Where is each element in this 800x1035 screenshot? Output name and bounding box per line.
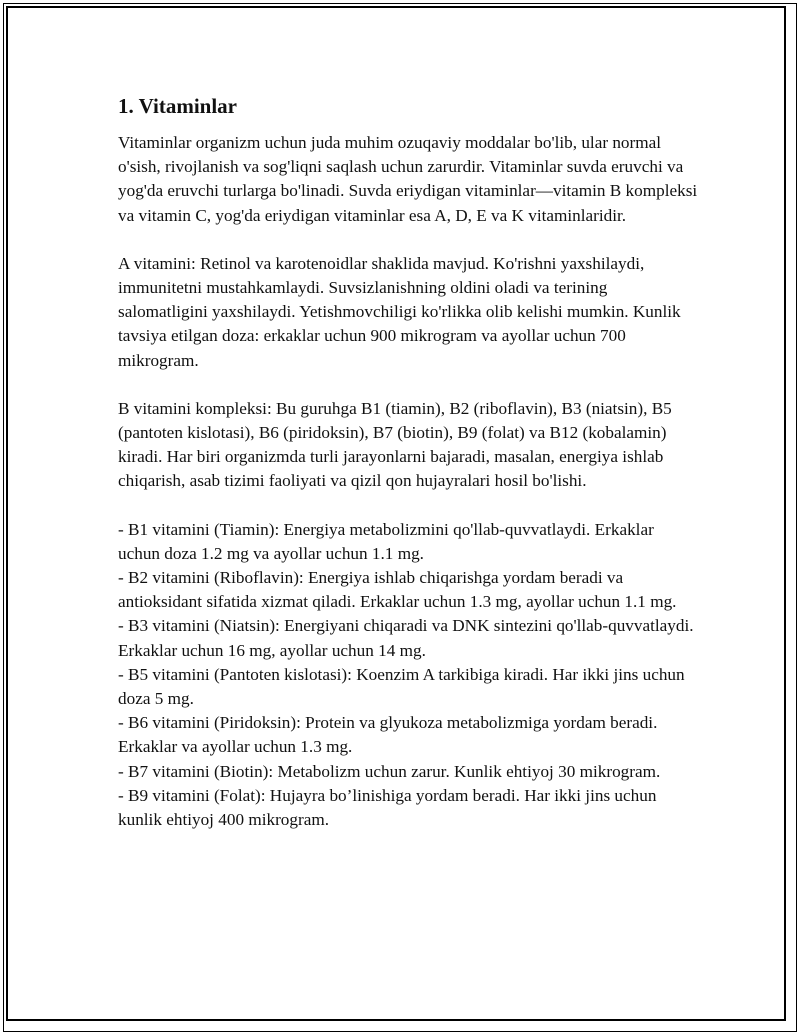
list-item-b2: - B2 vitamini (Riboflavin): Energiya ishlab chiqarishga yordam beradi va antioksidant sifatida xizmat qiladi. Erkaklar uchun 1.3 mg, ayollar uchun 1.1 mg. [118, 568, 677, 612]
list-item-b5: - B5 vitamini (Pantoten kislotasi): Koenzim A tarkibiga kiradi. Har ikki jins uchun doza 5 mg. [118, 664, 685, 709]
paragraph-vitamin-a: A vitamini: Retinol va karotenoidlar shaklida mavjud. Ko'rishni yaxshilaydi, immunitetni mustahkamlaydi. Suvsizlanishning oldini oladi va terining salomatligini yaxshilaydi. Yetishmovchiligi ko'rlikka olib kelishi mumkin. Kunlik tavsiya etilgan doza: erkaklar uchun 900 mikrogram va ayollar uchun 700 mikrogram. [118, 253, 681, 370]
list-item-b9: - B9 vitamini (Folat): Hujayra bo’linishiga yordam beradi. Har ikki jins uchun kunlik ehtiyoj 400 mikrogram. [118, 785, 657, 830]
vitamin-b-list [118, 518, 698, 833]
document-body [118, 93, 698, 832]
list-item-b6: - B6 vitamini (Piridoksin): Protein va glyukoza metabolizmiga yordam beradi. Erkaklar va ayollar uchun 1.3 mg. [118, 713, 658, 757]
list-item-b3: - B3 vitamini (Niatsin): Energiyani chiqaradi va DNK sintezini qo'llab-quvvatlaydi. Erkaklar uchun 16 mg, ayollar uchun 14 mg. [118, 616, 694, 660]
list-item-b1: - B1 vitamini (Tiamin): Energiya metabolizmini qo'llab-quvvatlaydi. Erkaklar uchun doza 1.2 mg va ayollar uchun 1.1 mg. [118, 519, 654, 563]
paragraph-vitamin-b-complex: B vitamini kompleksi: Bu guruhga B1 (tiamin), B2 (riboflavin), B3 (niatsin), B5 (pantoten kislotasi), B6 (piridoksin), B7 (biotin), B9 (folat) va B12 (kobalamin) kiradi. Har biri organizmda turli jarayonlarni bajaradi, masalan, energiya ishlab chiqarish, asab tizimi faoliyati va qizil qon hujayralari hosil bo'lishi. [118, 398, 672, 491]
section-title: 1. Vitaminlar [118, 94, 237, 118]
list-item-b7: - B7 vitamini (Biotin): Metabolizm uchun zarur. Kunlik ehtiyoj 30 mikrogram. [118, 761, 661, 781]
paragraph-intro: Vitaminlar organizm uchun juda muhim ozuqaviy moddalar bo'lib, ular normal o'sish, rivojlanish va sog'liqni saqlash uchun zarurdir. Vitaminlar suvda eruvchi va yog'da eruvchi turlarga bo'linadi. Suvda eriydigan vitaminlar—vitamin B kompleksi va vitamin C, yog'da eriydigan vitaminlar esa A, D, E va K vitaminlaridir. [118, 133, 698, 225]
